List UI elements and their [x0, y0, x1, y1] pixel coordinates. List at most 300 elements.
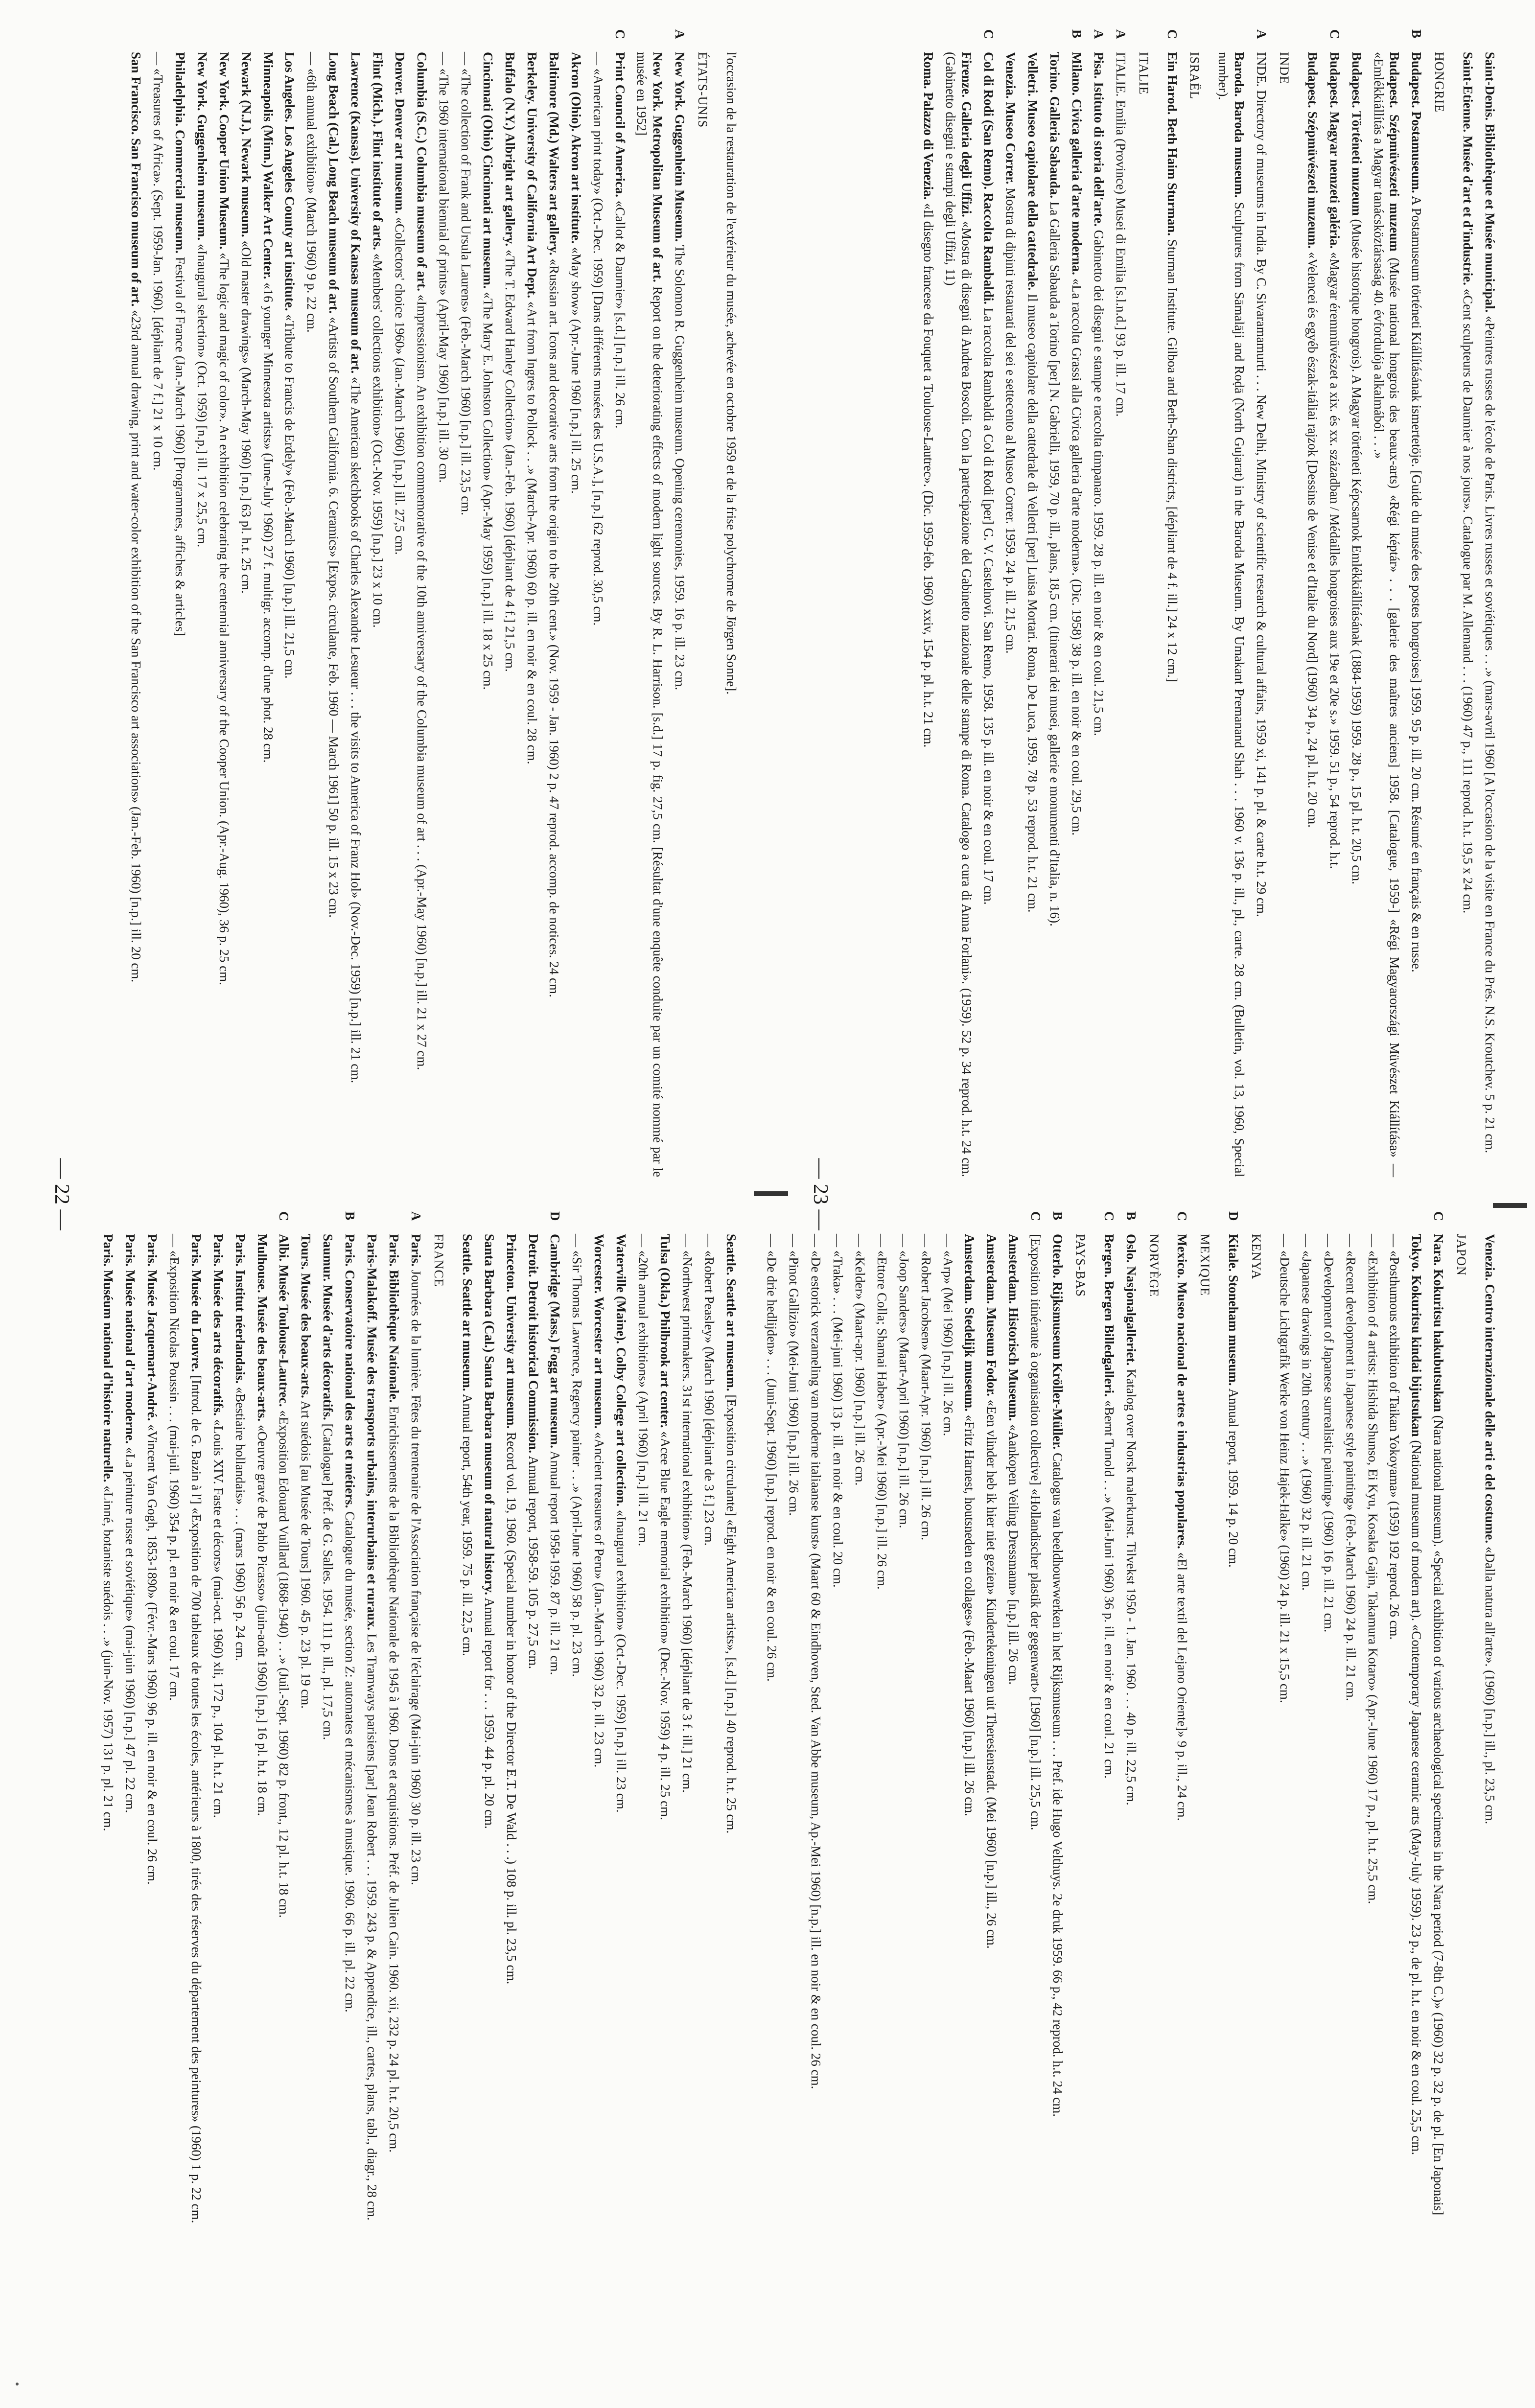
entry-description: «Exposition Edouard Vuillard (1868-1940) . . .» (Juil.-Sept. 1960) 82 p. front., 12 pl. h.t. 18 cm. — [277, 1407, 292, 1918]
page-number: — 23 — — [809, 1158, 832, 1230]
entry-text — [983, 1234, 1000, 2359]
entry-category-letter — [260, 29, 276, 52]
catalog-entry — [260, 29, 276, 1177]
entry-category-letter: A — [673, 29, 688, 39]
entry-category-letter: D — [1226, 1211, 1241, 1221]
entry-text — [852, 1234, 868, 2359]
continuation-paragraph: l'occasion de la restauration de l'extérieur du musée, achevée en octobre 1959 et de la frise polychrome de Jörgen Sonne]. — [724, 52, 739, 695]
entry-category-letter — [1047, 29, 1063, 52]
entry-category-letter: B — [1409, 29, 1424, 39]
entry-category-letter — [1371, 29, 1403, 52]
entry-text — [458, 52, 474, 1177]
entry-text — [408, 1234, 424, 2359]
entry-description: — «Development of Japanese surrealistic painting» (1960) 16 p. ill. 21 cm. — [1321, 1234, 1336, 1633]
institution-name: Otterlo. Rijksmuseum Kröller-Müller. — [1050, 1234, 1066, 1450]
entry-description: — «Ettore Colla; Shamai Haber» (Apr.-Mei 1960) [n.p.] ill. 26 cm. — [874, 1234, 889, 1590]
catalog-entry — [980, 29, 997, 1177]
institution-name: Long Beach (Cal.) Long Beach museum of art. — [326, 52, 342, 314]
country-heading: MEXIQUE — [1198, 1234, 1212, 1296]
catalog-entry — [1174, 1211, 1190, 2359]
entry-description: «Inaugural exhibition» (Oct.-Dec. 1959) [n.p.] ill. 23 cm. — [614, 1506, 629, 1813]
institution-name: Mexico. Museo nacional de artes e industrias populares. — [1175, 1234, 1190, 1549]
entry-text — [414, 52, 430, 1177]
catalog-entry — [569, 1211, 585, 2359]
entry-category-letter — [386, 1211, 402, 1234]
institution-name: Tulsa (Okla.) Philbrook art center. — [658, 1234, 673, 1428]
entry-text — [326, 52, 342, 1177]
entry-category-letter: C — [1101, 1211, 1116, 1221]
catalog-entry — [122, 1211, 138, 2359]
entry-category-letter — [1408, 1211, 1424, 1234]
entry-text — [1005, 1234, 1022, 2359]
entry-text — [612, 52, 628, 1177]
institution-name: Venezia. Centro internazionale delle arti e del costume. — [1483, 1234, 1497, 1544]
entry-description: «La peinture russe et soviétique» (mai-juin 1960) [n.p.] 47 pl. 22 cm. — [122, 1443, 138, 1813]
entry-description: Enrichissements de la Bibliothèque Nationale de 1945 à 1960. Dons et acquisitions. Préf. de Julien Cain. 1960. xii, 232 p. 24 pl. h.t. 20,5 cm. — [387, 1403, 402, 2153]
entry-description: — «Exhibition of 4 artists: Hishida Shunso, Ei Kyu, Kosaka Gajin, Takamura Kotaro» (Apr.-June 1960) 17 p., pl. h.t. 25,5 cm. — [1365, 1234, 1380, 1904]
entry-description: «Acee Blue Eagle memorial exhibition» (Dec.-Nov. 1959) 4 p. ill. 25 cm. — [658, 1428, 673, 1820]
entry-text — [786, 1234, 802, 2359]
catalog-entry — [591, 1211, 607, 2359]
entry-description: — «Posthumous exhibition of Taikan Yokoyama» (1959) 192 reprod. 26 cm. — [1387, 1234, 1402, 1640]
entry-category-letter: C — [1164, 29, 1180, 39]
institution-name: Lawrence (Kansas). University of Kansas museum of art. — [349, 52, 364, 374]
catalog-entry — [546, 29, 562, 1177]
entry-text — [1253, 52, 1269, 1177]
institution-name: Budapest. Magyar nemzeti galéria. — [1327, 52, 1342, 249]
entry-text — [194, 52, 210, 1177]
entry-description: «The Mary E. Johnston Collection» (Apr.-May 1959) [n.p.] ill. 18 x 25 cm. — [480, 288, 495, 690]
entry-text — [1225, 1234, 1241, 2359]
entry-category-letter — [122, 1211, 138, 1234]
entry-category-letter — [320, 1211, 336, 1234]
catalog-entry — [1408, 29, 1424, 1177]
entry-category-letter — [1387, 1211, 1403, 1234]
entry-text — [210, 1234, 226, 2359]
entry-description: «The logic and magic of color». An exhibition celebrating the centennial anniversary of the Cooper Union. (Apr.-Aug. 1960), 36 p. 25 cm. — [216, 249, 232, 985]
entry-category-letter — [525, 1211, 541, 1234]
entry-description: — «20th annual exhibitions» (April 1960) [n.p.] ill. 21 cm. — [636, 1234, 651, 1547]
entry-text — [150, 52, 166, 1177]
catalog-entry — [458, 29, 474, 1177]
entry-text — [525, 1234, 541, 2359]
entry-text — [657, 1234, 673, 2359]
catalog-entry — [392, 29, 408, 1177]
institution-name: Budapest. Postamuseum. — [1409, 52, 1424, 193]
catalog-entry — [502, 29, 518, 1177]
entry-category-letter — [392, 29, 408, 52]
entry-description: — «American print today» (Oct.-Dec. 1959) [Dans différents musées des U.S.A.], [n.p.] 62 reprod. 30,5 cm. — [590, 52, 605, 626]
catalog-entry — [320, 1211, 336, 2359]
entry-description: — «Sir Thomas Lawrence, Regency painter . . .» (April-June 1960) 58 p. pl. 23 cm. — [570, 1234, 585, 1677]
catalog-entry — [1164, 29, 1180, 1177]
entry-category-letter — [569, 1211, 585, 1234]
catalog-entry — [436, 29, 452, 1177]
entry-description: — «Recent development in Japanese style painting» (Feb.-March 1960) 24 p. ill. 21 cm. — [1343, 1234, 1358, 1701]
entry-description: «Inaugural selection» (Oct. 1959) [n.p.] ill. 17 x 25,5 cm. — [194, 240, 209, 548]
catalog-entry — [672, 29, 688, 1177]
entry-description: «The T. Edward Hanley Collection» (Jan.-Feb. 1960) [dépliant de 4 f.] 21,5 cm. — [502, 246, 517, 672]
entry-description: Gabinetto dei disegni e stampe e raccolta timpanaro. 1959. 28 p. ill. en noir & en coul. 21,5 cm. — [1091, 226, 1106, 736]
institution-name: Paris. — [409, 1234, 424, 1267]
entry-description: [Exposition itinérante à organisation collective] «Hollandischer plastik der gegenwart» [1960] [n.p.] ill. 25,5 cm. — [1028, 1234, 1044, 1830]
catalog-entry — [1387, 1211, 1403, 2359]
country-heading: ÉTATS-UNIS — [696, 52, 710, 128]
entry-description: Les Tramways parisiens [par] Jean Robert . . . 1959. 243 p. & Appendice, ill., cartes, plans, tabl., diagr., 28 cm. — [365, 1630, 380, 2221]
entry-text — [144, 1234, 160, 2359]
entry-text — [1349, 52, 1365, 1177]
catalog-entry — [298, 1211, 314, 2359]
entry-description: Katalog over Norsk malerkunst. Tilvekst 1950 - 1. Jan. 1960 . . . 40 p. ill. 22,5 cm. — [1123, 1366, 1139, 1806]
catalog-entry — [481, 1211, 497, 2359]
entry-category-letter — [524, 29, 540, 52]
entry-category-letter — [1343, 1211, 1359, 1234]
catalog-entry — [1408, 1211, 1424, 2359]
country-heading: FRANCE — [431, 1234, 446, 1287]
catalog-entry — [238, 29, 254, 1177]
institution-name: San Francisco. San Francisco museum of art. — [128, 52, 143, 307]
catalog-entry — [657, 1211, 673, 2359]
entry-description: «Bernt Tunold . . .» (Mai-Juni 1960) 36 p. ill. en noir & en coul. 21 cm. — [1101, 1396, 1116, 1779]
entry-text — [128, 52, 144, 1177]
entry-category-letter — [1304, 29, 1321, 52]
catalog-entry — [1215, 29, 1247, 1177]
entry-description: «Velencei és egyéb észak-itáliai rajzok [Dessins de Venise et d'Italie du Nord] (1960) 34 p., 24 pl. h.t. 20 cm. — [1305, 248, 1320, 828]
entry-description: Festival of France (Jan.-March 1960) [Programmes, affiches & articles] — [172, 254, 187, 636]
entry-text — [1123, 1234, 1139, 2359]
catalog-entry — [282, 29, 298, 1177]
entry-description: «Ancient treasures of Peru» (Jan.-March 1960) 32 p. ill. 23 cm. — [592, 1429, 607, 1768]
entry-description: «Oeuvre gravé de Pablo Picasso» (juin-août 1960) [n.p.] 16 pl. h.t. 18 cm. — [255, 1421, 270, 1816]
institution-name: Amsterdam. Historisch Museum. — [1006, 1234, 1022, 1421]
entry-text — [1277, 1234, 1293, 2359]
entry-text — [303, 52, 320, 1177]
catalog-entry — [701, 1211, 717, 2359]
institution-name: Flint (Mich.). Flint institute of arts. — [371, 52, 386, 250]
entry-text — [276, 1234, 292, 2359]
entry-category-letter — [546, 29, 562, 52]
catalog-entry — [1299, 1211, 1315, 2359]
catalog-entry — [150, 29, 166, 1177]
institution-name: Nara. Kokuritsu hakubutsukan — [1431, 1234, 1446, 1412]
entry-description: «Russian art. Icons and decorative arts from the origin to the 20th cent.» (Nov. 1959 - Jan. 1960) 2 p. 47 reprod. accomp. de notices. 24 cm. — [546, 255, 561, 997]
entry-text — [282, 52, 298, 1177]
institution-name: Budapest. Szépmüvészeti muzeum. — [1305, 52, 1320, 249]
catalog-entry — [144, 1211, 160, 2359]
entry-text — [524, 52, 540, 1177]
catalog-entry — [172, 29, 188, 1177]
institution-name: Baltimore (Md.) Walters art gallery. — [546, 52, 561, 255]
entry-category-letter — [459, 1211, 475, 1234]
entry-description: «Old master drawings» (March-May 1960) [n.p.] 63 pl. h.t. 25 cm. — [238, 237, 254, 594]
catalog-entry — [1321, 1211, 1337, 2359]
entry-text — [918, 1234, 934, 2359]
entry-description: A Postamuseum történeti Kiállításának ismertetöje. [Guide du musée des postes hongroises] 1959. 95 p. ill. 20 cm. Résumé en français & en russe. — [1409, 193, 1424, 972]
catalog-entry — [342, 1211, 358, 2359]
institution-name: Col di Rodi (San Remo). Raccolta Rambaldi. — [981, 52, 997, 305]
entry-text — [679, 1234, 695, 2359]
catalog-entry — [524, 29, 540, 1177]
catalog-entry — [1349, 29, 1365, 1177]
entry-category-letter: A — [1254, 29, 1269, 39]
entry-text — [166, 1234, 182, 2359]
entry-description: (Musée national hongrois des beaux-arts) «Régi képtár» . . . [galerie des maîtres anciens] 1958. [Catalogue, 1959-] «Régi Magyarországi Müvészet Kiállítása» — «Emlékkiállítás a Magyar tanácsköztársaság 40. évfordulója alkalmából . . .» — [1371, 52, 1402, 1177]
entry-text — [1371, 52, 1403, 1177]
catalog-entry — [1113, 29, 1129, 1177]
entry-description: Art suédois [au Musée de Tours] 1960. 45 p. 23 pl. 19 cm. — [299, 1398, 314, 1709]
catalog-entry — [1326, 29, 1343, 1177]
entry-description: La raccolta Rambaldi a Col di Rodi [per] G. V. Castelnovi. San Remo, 1958. 135 p. ill. en noir & en coul. 17 cm. — [981, 304, 997, 905]
entry-category-letter — [1321, 1211, 1337, 1234]
entry-description: «Il disegno francese da Fouquet a Toulouse-Lautrec». (Dic. 1959-feb. 1960) xxiv, 154 p. pl. h.t. 21 cm. — [921, 200, 936, 748]
institution-name: Columbia (S.C.) Columbia museum of art. — [415, 52, 430, 292]
entry-category-letter: A — [409, 1211, 424, 1221]
entry-description: — «De drie hedlijden» . . . (Juni-Sept. 1960) [n.p.] reprod. en noir & en coul. 26 cm. — [765, 1234, 780, 1682]
catalog-entry — [1091, 29, 1107, 1177]
catalog-entry — [852, 1211, 868, 2359]
entry-text — [370, 52, 386, 1177]
entry-category-letter — [150, 29, 166, 52]
country-heading: INDE — [1277, 52, 1291, 85]
catalog-entry — [1365, 1211, 1381, 2359]
page-22-column-2 — [83, 1211, 739, 2359]
institution-name: Ein Harod. Beth Haim Sturman. — [1164, 52, 1180, 236]
institution-name: Albi. Musée Toulouse-Lautrec. — [277, 1234, 292, 1407]
page-23-column-1 — [842, 29, 1498, 1177]
entry-text — [940, 1234, 956, 2359]
entry-description: «Fritz Harnest, houtsneden en collages» (Feb.-Maart 1960) [n.p.] ill. 26 cm. — [962, 1411, 977, 1817]
entry-category-letter — [962, 1211, 978, 1234]
catalog-entry — [100, 1211, 116, 2359]
entry-description: — «Deutsche Lichtgrafik Werke von Heinz Hajek-Halke» (1960) 24 p. ill. 21 x 15,5 cm. — [1277, 1234, 1292, 1703]
entry-category-letter — [298, 1211, 314, 1234]
entry-category-letter — [1024, 29, 1041, 52]
catalog-entry — [679, 1211, 695, 2359]
entry-description: — «Japanese drawings in 20th century . . .» (1960) 32 p. ill. 21 cm. — [1299, 1234, 1314, 1591]
institution-name: Santa Barbara (Cal.) Santa Barbara museum of natural history. — [482, 1234, 497, 1596]
entry-category-letter — [348, 29, 364, 52]
catalog-entry — [921, 29, 937, 1177]
entry-category-letter — [613, 1211, 629, 1234]
catalog-entry — [590, 29, 606, 1177]
gutter-mark — [1493, 1203, 1527, 1208]
entry-description: [Exposition circulante] «Eight American artists», [s.d.] [n.p.] 40 reprod. h.t. 25 cm. — [724, 1391, 739, 1834]
institution-name: Kitale. Stoneham museum. — [1226, 1234, 1241, 1386]
catalog-entry — [414, 29, 430, 1177]
entry-text — [348, 52, 364, 1177]
institution-name: Paris. Conservatoire national des arts et métiers. — [343, 1234, 358, 1508]
entry-category-letter — [1460, 29, 1476, 52]
catalog-entry — [1343, 1211, 1359, 2359]
entry-text — [1430, 1234, 1446, 2359]
catalog-entry — [232, 1211, 248, 2359]
entry-category-letter: C — [1431, 1211, 1446, 1221]
entry-text — [188, 1234, 204, 2359]
institution-name: Roma. Palazzo di Venezia. — [921, 52, 936, 200]
catalog-entry — [1253, 29, 1269, 1177]
entry-category-letter — [216, 29, 232, 52]
institution-name: Paris. Musée Jacquemart-André. — [144, 1234, 160, 1421]
entry-category-letter — [481, 1211, 497, 1234]
entry-description: — «Robert Peasley» (March 1960 [dépliant de 3 f.] 23 cm. — [702, 1234, 717, 1546]
entry-text — [1069, 52, 1085, 1177]
entry-category-letter: C — [1175, 1211, 1190, 1221]
catalog-entry — [983, 1211, 1000, 2359]
entry-description: «Peintres russes de l'école de Paris. Livres russes et soviétiques . . .» (mars-avril 1960 [A l'occasion de la visite en France du Prés. N.S. Kroutchev. 5 p. 21 cm. — [1483, 312, 1497, 1154]
institution-name: Waterville (Maine). Colby College art collection. — [614, 1234, 629, 1507]
institution-name: Velletri. Museo capitolare della cattedrale. — [1025, 52, 1041, 291]
entry-category-letter — [100, 1211, 116, 1234]
entry-category-letter — [502, 29, 518, 52]
entry-category-letter — [852, 1211, 868, 1234]
entry-text — [1460, 52, 1476, 1177]
institution-name: Amsterdam. Museum Fodor. — [984, 1234, 1000, 1396]
entry-category-letter — [723, 1211, 739, 1234]
entry-category-letter — [1002, 29, 1019, 52]
entry-category-letter — [983, 1211, 1000, 1234]
entry-description: — «Exposition Nicolas Poussin . . . (mai-juil. 1960) 354 p. pl. en noir & en coul. 17 cm. — [166, 1234, 182, 1701]
entry-description: Il museo capitolare della cattedrale di Velletri [per] Luisa Mortari. Roma, De Luca, 1959. 78 p. 53 reprod. h.t. 21 cm. — [1025, 290, 1041, 913]
entry-text — [1091, 52, 1107, 1177]
institution-name: Minneapolis (Minn.) Walker Art Center. — [260, 52, 276, 279]
entry-category-letter — [326, 29, 342, 52]
entry-description: — «Kelder» (Maart-apr. 1960) [n.p.] ill. 26 cm. — [852, 1234, 867, 1486]
entry-text — [1174, 1234, 1190, 2359]
entry-category-letter — [657, 1211, 673, 1234]
country-heading: KENYA — [1249, 1234, 1263, 1280]
entry-text — [342, 1234, 358, 2359]
catalog-entry — [1371, 29, 1403, 1177]
institution-name: Paris-Malakoff. Musée des transports urbains, interurbains et ruraux. — [365, 1234, 380, 1630]
catalog-entry — [723, 1211, 739, 2359]
entry-category-letter: B — [1123, 1211, 1139, 1221]
entry-text — [1002, 52, 1019, 1177]
entry-category-letter — [238, 29, 254, 52]
entry-text — [1408, 1234, 1424, 2359]
entry-category-letter — [1365, 1211, 1381, 1234]
catalog-entry — [370, 29, 386, 1177]
institution-name: Detroit. Detroit historical Commission. — [526, 1234, 541, 1454]
institution-name: Akron (Ohio). Akron art institute. — [568, 52, 583, 244]
entry-description: «Art from Ingres to Pollock . . .» (March-Apr. 1960) 60 p. ill. en noir & en coul. 28 cm. — [524, 298, 539, 764]
entry-text — [1408, 52, 1424, 1177]
entry-category-letter — [679, 1211, 695, 1234]
entry-text — [1326, 52, 1343, 1177]
entry-text — [921, 52, 937, 1177]
entry-description: — «Traka» . . . (Mei-juni 1960) 13 p. ill. en noir & en coul. 20 cm. — [830, 1234, 845, 1588]
entry-description: ITALIE. Emilia (Province) Musei di Emilia [s.l.n.d.] 93 p. ill. 17 cm. — [1113, 52, 1128, 417]
catalog-entry — [634, 29, 666, 1177]
entry-text — [590, 52, 606, 1177]
entry-description: «Cent sculpteurs de Daumier à nos jours». Catalogue par M. Allemand . . . (1960) 47 p., 111 reprod. h.t. 19,5 x 24 cm. — [1461, 285, 1476, 914]
entry-text — [1365, 1234, 1381, 2359]
institution-name: New York. Metropolitan Museum of art. — [651, 52, 666, 282]
entry-category-letter: B — [1050, 1211, 1066, 1221]
entry-text — [216, 52, 232, 1177]
entry-category-letter: C — [277, 1211, 292, 1221]
catalog-entry — [1225, 1211, 1241, 2359]
institution-name: Bergen. Bergen Billedgalleri. — [1101, 1234, 1116, 1397]
entry-description: — «Treasures of Africa». (Sept. 1959-Jan. 1960). [dépliant de 7 f.] 21 x 10 cm. — [150, 52, 165, 471]
entry-category-letter — [303, 29, 320, 52]
catalog-entry — [1027, 1211, 1044, 2359]
entry-text — [613, 1234, 629, 2359]
entry-description: «Een vlinder heb ik hier niet gezien» Kindertekeningen uit Theresienstadt. (Mei 1960) [n.p.] ill., 26 cm. — [984, 1396, 1000, 1949]
catalog-entry — [1460, 29, 1476, 1177]
entry-category-letter — [480, 29, 496, 52]
entry-category-letter — [940, 1211, 956, 1234]
entry-description: «Vincent Van Gogh, 1853-1890» (Févr.-Mars 1960) 96 p. ill. en noir & en coul. 26 cm. — [144, 1421, 160, 1885]
entry-text — [260, 52, 276, 1177]
entry-category-letter — [635, 1211, 651, 1234]
institution-name: Firenze. Galleria degli Uffizi. — [959, 52, 975, 217]
entry-text — [1049, 1234, 1066, 2359]
entry-description: «La raccolta Grassi alla Civica galleria d'arte moderna». (Dic. 1958) 38 p. ill. en noir & en coul. 29,5 cm. — [1070, 275, 1084, 836]
institution-name: Mulhouse. Musée des beaux-arts. — [255, 1234, 270, 1422]
catalog-entry — [547, 1211, 563, 2359]
entry-text — [701, 1234, 717, 2359]
entry-text — [1047, 52, 1063, 1177]
entry-text — [1387, 1234, 1403, 2359]
entry-description: «16 younger Minnesota artists» (June-July 1960) 27 f. multigr. accomp. d'une phot. 28 cm. — [260, 279, 276, 763]
entry-description: Annual report, 1959. 14 p. 20 cm. — [1226, 1386, 1241, 1568]
entry-category-letter — [254, 1211, 270, 1234]
catalog-entry — [1482, 29, 1498, 1177]
catalog-entry — [918, 1211, 934, 2359]
institution-name: Venezia. Museo Correr. — [1003, 52, 1019, 185]
entry-description: Catalogue du musée, section Z: automates et mécanismes à musique. 1960. 66 p. ill. pl. 22 cm. — [343, 1508, 358, 2013]
catalog-entry — [874, 1211, 890, 2359]
catalog-entry — [210, 1211, 226, 2359]
institution-name: Amsterdam. Stedelijk museum. — [962, 1234, 977, 1412]
catalog-entry — [1304, 29, 1321, 1177]
entry-category-letter — [364, 1211, 380, 1234]
entry-description: [Catalogue] Préf. de G. Salles. 1954. 111 p. ill., pl. 17,5 cm. — [321, 1420, 336, 1740]
entry-category-letter — [568, 29, 584, 52]
institution-name: Tours. Musée des beaux-arts. — [299, 1234, 314, 1398]
entry-category-letter — [918, 1211, 934, 1234]
entry-category-letter: C — [1327, 29, 1342, 39]
catalog-entry — [276, 1211, 292, 2359]
catalog-entry — [1101, 1211, 1117, 2359]
entry-category-letter — [634, 29, 666, 52]
catalog-entry — [613, 1211, 629, 2359]
entry-text — [1343, 1234, 1359, 2359]
entry-category-letter — [1349, 29, 1365, 52]
entry-category-letter: C — [981, 29, 997, 39]
entry-text — [502, 52, 518, 1177]
entry-description: «The American sketchbooks of Charles Alexandre Lesueur . . . the visits to America of Franz Hol» (Nov.-Dec. 1959) [n.p.] ill. 21 cm. — [349, 373, 364, 1084]
institution-name: Saumur. Musée d'arts décoratifs. — [321, 1234, 336, 1420]
institution-name: Buffalo (N.Y.) Albright art gallery. — [502, 52, 517, 247]
entry-description: Mostra di dipinti restaurati del sei e settecento al Museo Correr. 1959. 24 p. ill. 21,5 cm. — [1003, 184, 1019, 654]
institution-name: New York. Cooper Union Museum. — [216, 52, 232, 250]
catalog-entry — [1277, 1211, 1293, 2359]
entry-text — [634, 52, 666, 1177]
institution-name: Paris. Musée national d'art moderne. — [122, 1234, 138, 1444]
country-heading: ITALIE — [1136, 52, 1151, 95]
entry-description: Record vol. 19, 1960. (Special number in honor of the Director E.T. De Wald . . .) 108 p. ill. pl. 23,5 cm. — [504, 1429, 519, 1985]
entry-category-letter: A — [1113, 29, 1128, 39]
entry-category-letter: B — [343, 1211, 358, 1221]
institution-name: Pisa. Istituto di storia dell'arte. — [1091, 52, 1106, 227]
institution-name: Torino. Galleria Sabauda. — [1047, 52, 1063, 199]
entry-category-letter — [458, 29, 474, 52]
entry-description: The Solomon R. Guggenheim museum. Opening ceremonies, 1959. 16 p. ill. 23 cm. — [673, 242, 688, 691]
entry-description: Catalogus van beeldhouwwerken in het Rijksmuseum . . . Pref. ide Hugo Velthuys. 2e druk 1959. 66 p., 42 reprod. h.t. 24 cm. — [1050, 1449, 1066, 2117]
catalog-entry — [942, 29, 975, 1177]
entry-text — [320, 1234, 336, 2359]
